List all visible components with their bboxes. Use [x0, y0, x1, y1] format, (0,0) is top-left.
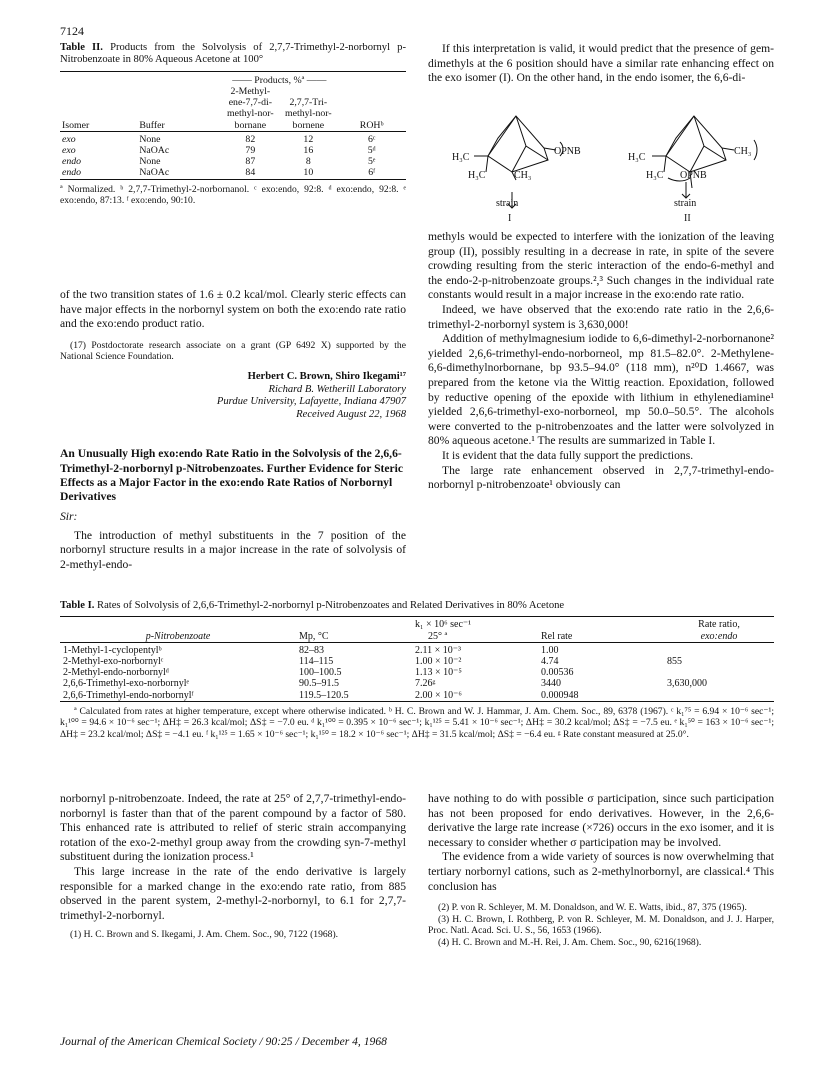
table-row: 2,6,6-Trimethyl-endo-norbornylᶠ 119.5–120.5 2.00 × 10⁻⁶ 0.000948 [60, 690, 774, 702]
table-1-block [60, 600, 774, 740]
paragraph: The evidence from a wide variety of sources is now overwhelming that tertiary norbornyl cations, such as 2-methylnorbornyl, are classical.⁴ This conclusion has [428, 850, 774, 893]
col-temp: 25° ª [428, 630, 448, 642]
col-exo-endo: exo:endo [700, 630, 738, 642]
label-h3c: H₃C [452, 152, 470, 163]
col-roh: ROHᵇ [359, 119, 384, 131]
col-methylene: 2-Methyl-ene-7,7-di-methyl-nor-bornane [227, 86, 274, 131]
compound-label-ii: II [684, 213, 691, 224]
col-rel-rate: Rel rate [541, 630, 573, 642]
table-row: 1-Methyl-1-cyclopentylᵇ 82–83 2.11 × 10⁻³ 1.00 [60, 642, 774, 656]
table-row: 2-Methyl-endo-norbornylᵈ 100–100.5 1.13 × 10⁻⁵ 0.00536 [63, 667, 574, 679]
salutation: Sir: [60, 510, 78, 524]
paragraph: The large rate enhancement observed in 2,7,7-trimethyl-endo-norbornyl p-nitrobenzoate¹ obviously can [428, 463, 774, 492]
paragraph: This large increase in the rate of the endo derivative is largely responsible for a marked change in the exo:endo rate ratio, from 885 observed in the parent system, 2-methyl-2-norbornyl, to 6.1 for 2,7,7-trimethyl-2-norbornyl. [60, 864, 406, 922]
table-row: exo None 82 12 6ᶜ [60, 131, 406, 145]
footnote-17: (17) Postdoctorate research associate on a grant (GP 6492 X) supported by the National Science Foundation. [60, 339, 406, 363]
table-1-caption: Table I. Rates of Solvolysis of 2,6,6-Trimethyl-2-norbornyl p-Nitrobenzoates and Related Derivatives in 80% Acetone [60, 600, 565, 611]
paragraph: methyls would be expected to interfere with the ionization of the leaving group (II), possibly resulting in a decrease in rate, in spite of the severe crowding resulting from the steric interaction of the endo-6-methyl and the endo-2-p-nitrobenzoate groups.²,³ Such changes in the individual rate constants would result in a major increase in the exo:endo rate ratio. [428, 230, 774, 302]
label-h3c: H₃C [628, 152, 646, 163]
label-h3c: H₃C [646, 170, 664, 181]
col-rate-ratio: Rate ratio, [698, 619, 740, 631]
left-column-bottom [60, 792, 406, 941]
label-strain: strain [496, 198, 519, 209]
col-isomer: Isomer [62, 119, 90, 131]
col-pnb: p-Nitrobenzoate [145, 630, 211, 642]
label-ch3: CH₃ [734, 146, 752, 157]
compound-label-i: I [508, 213, 512, 224]
label-ch3: CH₃ [514, 170, 532, 181]
signature: Herbert C. Brown, Shiro Ikegami¹⁷ Richard B. Wetherill Laboratory Purdue University, Lafayette, Indiana 47907 Received August 22, 1968 [216, 370, 406, 420]
table-row: 2-Methyl-exo-norbornylᶜ 114–115 1.00 × 10⁻² 4.74 855 [63, 656, 682, 668]
paragraph: have nothing to do with possible σ participation, since such participation has not been proposed for endo derivatives. However, in the 2,6,6- derivative the large rate increase (×726) occurs in the exo isomer, and it is necessary to consider whether σ participation may be involved. [428, 792, 774, 849]
paragraph: Addition of methylmagnesium iodide to 6,6-dimethyl-2-norbornanone² yielded 2,6,6-trimethyl-endo-norborneol, mp 81.5–82.0°. 2-Methylene-6,6-dimethylnorbornane, bp 93.5–94.0° (118 mm), n²⁰D 1.4667, was prepared from the ketone via the Wittig reaction. Epoxidation, followed by reductive opening of the epoxide with lithium in ethylenediamine¹ yielded 2,6,6-trimethyl-exo-norborneol, mp 50.0–50.5°. The alcohols were converted to the p-nitrobenzoates and the latter were solvolyzed in 80% aqueous acetone.¹ The results are summarized in Table I. [428, 332, 774, 448]
reference-2: (2) P. von R. Schleyer, M. M. Donaldson, and W. E. Watts, ibid., 87, 375 (1965). [438, 902, 747, 914]
table-row: endo None 87 8 5ᵉ [62, 156, 376, 168]
table-row: endo NaOAc 84 10 6ᶠ [60, 167, 406, 179]
col-k1: k₁ × 10⁶ sec⁻¹ [415, 619, 472, 631]
col-trimethyl: 2,7,7-Tri-methyl-nor-bornene [285, 97, 332, 131]
table-1 [60, 616, 774, 701]
table-row: 2,6,6-Trimethyl-exo-norbornylᵉ 90.5–91.5 7.26ᵍ 3440 3,630,000 [63, 678, 707, 690]
label-strain: strain [674, 198, 697, 209]
right-column-top [428, 42, 774, 86]
page-number: 7124 [60, 24, 84, 38]
table-row: exo NaOAc 79 16 5ᵈ [62, 145, 376, 157]
paragraph: It is evident that the data fully support the predictions. [442, 448, 694, 462]
paragraph: The introduction of methyl substituents in the 7 position of the norbornyl structure results in a major increase in the rate of solvolysis of 2-methyl-endo- [60, 528, 406, 571]
paragraph: norbornyl p-nitrobenzoate. Indeed, the rate at 25° of 2,7,7-trimethyl-endo-norbornyl is faster than that of the parent compound by a factor of 580. This enhanced rate is attributed to relief of steric strain accompanying rotation of the exo-2-methyl group away from the crowding syn-7-methyl substituent during the ionization process.¹ [60, 792, 406, 864]
right-column-bottom [428, 792, 774, 949]
paragraph: If this interpretation is valid, it would predict that the presence of gem-dimethyls at the 6 position should have a similar rate enhancing effect on the exo isomer (I). On the other hand, in the endo isomer, the 6,6-di- [428, 42, 774, 85]
reference-1: (1) H. C. Brown and S. Ikegami, J. Am. Chem. Soc., 90, 7122 (1968). [70, 929, 339, 941]
label-opnb: OPNB [554, 146, 581, 157]
left-column-middle [60, 288, 406, 573]
col-mp: Mp, °C [299, 630, 329, 642]
norbornyl-structures-figure [428, 108, 774, 226]
right-column-middle [428, 230, 774, 493]
paragraph: of the two transition states of 1.6 ± 0.2 kcal/mol. Clearly steric effects can have major effects in the norbornyl system on both the exo:endo rate ratio and the exo:endo product ratio. [60, 288, 406, 331]
reference-4: (4) H. C. Brown and M.-H. Rei, J. Am. Chem. Soc., 90, 6216(1968). [438, 936, 702, 948]
table-2-footnote: ª Normalized. ᵇ 2,7,7-Trimethyl-2-norbornanol. ᶜ exo:endo, 92:8. ᵈ exo:endo, 92:8. ᵉ exo:endo, 87:13. ᶠ exo:endo, 90:10. [60, 183, 406, 207]
table-2 [60, 71, 406, 180]
journal-footer: Journal of the American Chemical Society / 90:25 / December 4, 1968 [60, 1035, 387, 1048]
article-title: An Unusually High exo:endo Rate Ratio in the Solvolysis of the 2,6,6-Trimethyl-2-norbornyl p-Nitrobenzoates. Further Evidence for Steric Effects as a Major Factor in the exo:endo Rate Ratios of Norbornyl Derivatives [60, 447, 404, 503]
col-buffer: Buffer [139, 119, 165, 131]
label-h3c: H₃C [468, 170, 486, 181]
references [428, 902, 774, 948]
reference-3: (3) H. C. Brown, I. Rothberg, P. von R. Schleyer, M. M. Donaldson, and J. J. Harper, Proc. Natl. Acad. Sci. U. S., 56, 1653 (1966). [428, 913, 774, 937]
paragraph: Indeed, we have observed that the exo:endo rate ratio in the 2,6,6-trimethyl-2-norbornyl system is 3,630,000! [428, 302, 774, 331]
table-2-block [60, 42, 406, 207]
table-2-caption: Table II. Products from the Solvolysis of 2,7,7-Trimethyl-2-norbornyl p-Nitrobenzoate in 80% Aqueous Acetone at 100° [60, 42, 406, 66]
table-1-footnote: ª Calculated from rates at higher temperature, except where otherwise indicated. ᵇ H. C. Brown and W. J. Hammar, J. Am. Chem. Soc., 89, 6378 (1967). ᶜ k₁⁷⁵ = 6.94 × 10⁻⁶ sec⁻¹; k₁¹⁰⁰ = 94.6 × 10⁻⁶ sec⁻¹; ΔH‡ = 26.3 kcal/mol; ΔS‡ = −7.0 eu. ᵈ k₁¹⁰⁰ = 0.395 × 10⁻⁶ sec⁻¹; k₁¹²⁵ = 5.41 × 10⁻⁶ sec⁻¹; ΔH‡ = 30.2 kcal/mol; ΔS‡ = −7.5 eu. ᵉ k₁⁵⁰ = 163 × 10⁻⁶ sec⁻¹; ΔH‡ = 23.2 kcal/mol; ΔS‡ = −4.1 eu. ᶠ k₁¹²⁵ = 1.65 × 10⁻⁶ sec⁻¹; k₁¹⁵⁰ = 18.2 × 10⁻⁶ sec⁻¹; ΔH‡ = 31.5 kcal/mol; ΔS‡ = −6.4 eu. ᵍ Rate constant measured at 25.0°. [60, 705, 774, 740]
products-header: —— Products, %ª —— [232, 74, 327, 86]
label-opnb: OPNB [680, 170, 707, 181]
